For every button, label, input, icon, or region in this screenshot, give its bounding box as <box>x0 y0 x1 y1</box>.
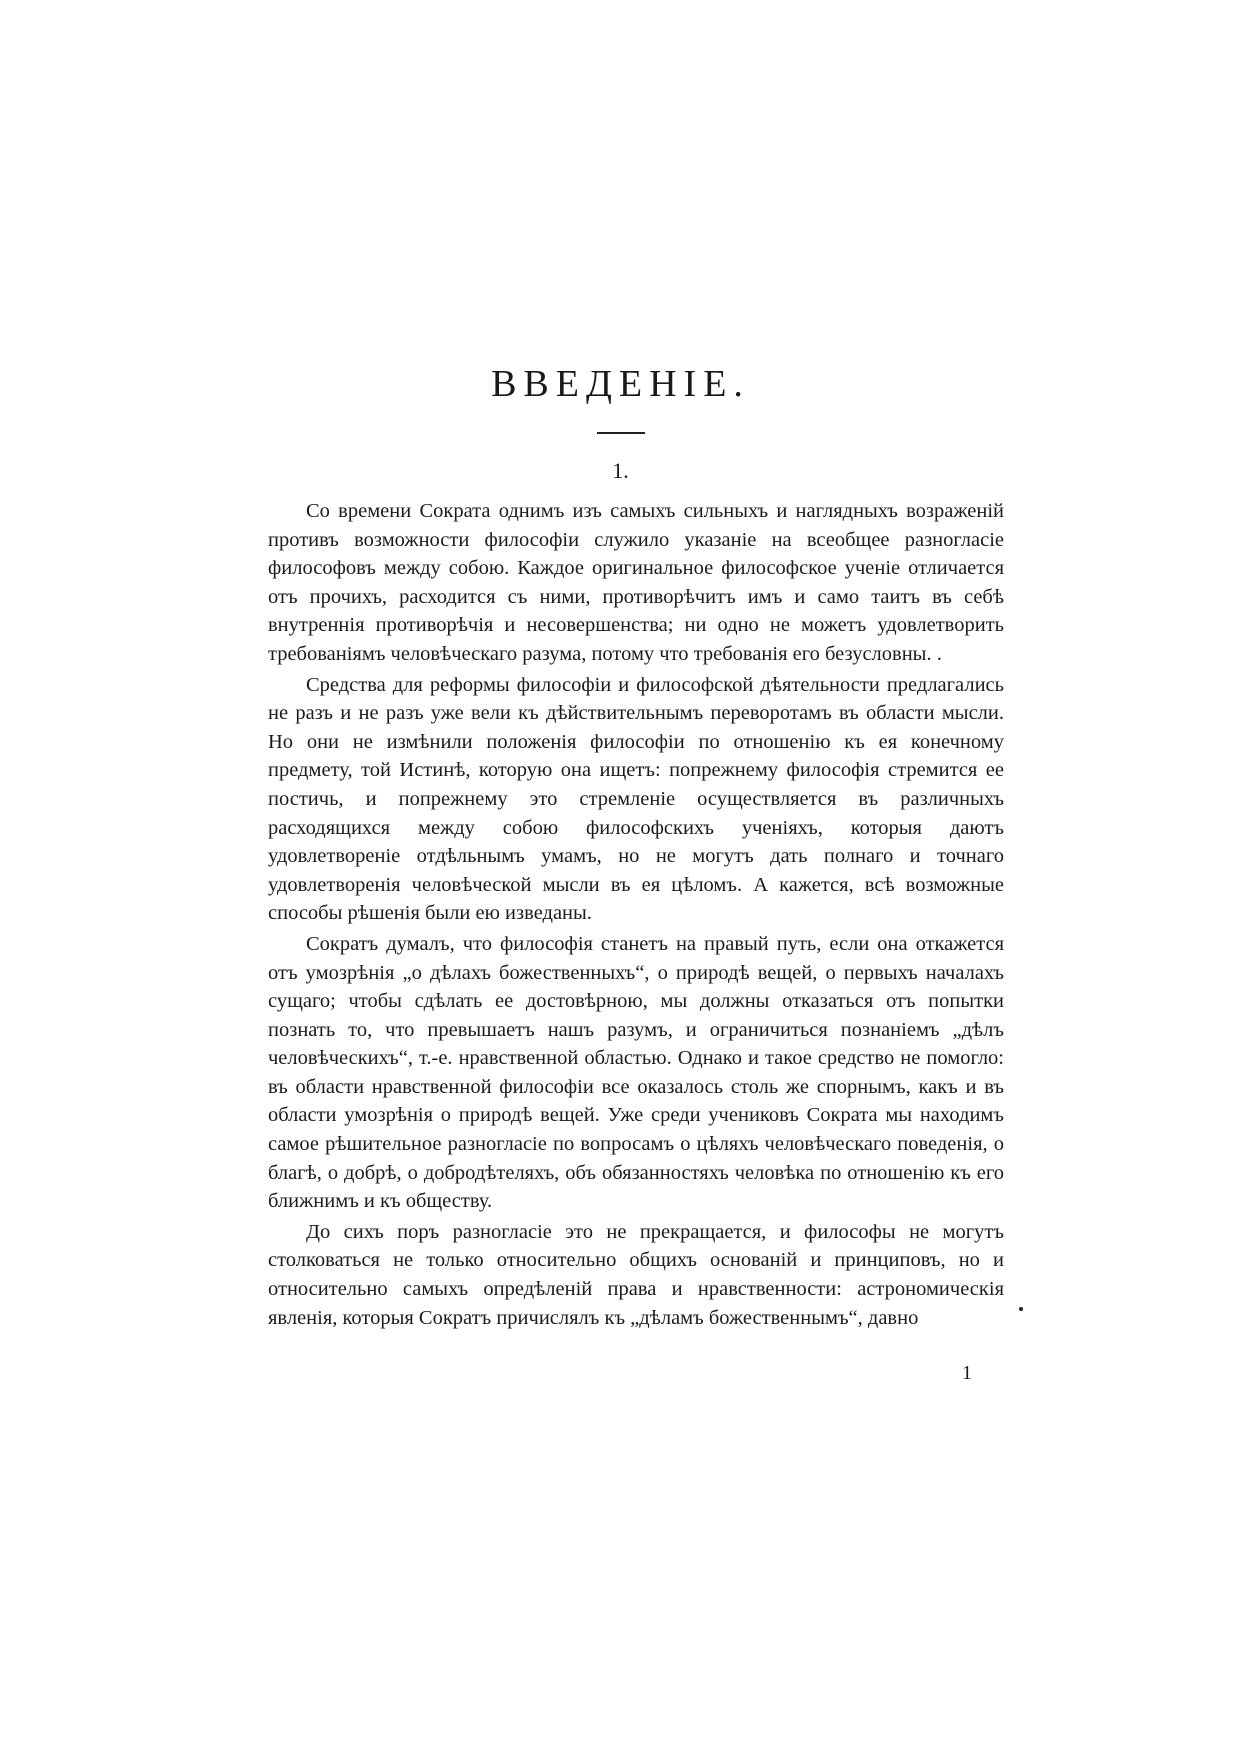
paragraph: Средства для реформы философіи и философской дѣятельности предлагались не разъ и не разъ уже вели къ дѣйствительнымъ переворотамъ въ области мысли. Но они не измѣнили положенія философіи по отношенію къ ея конечному предмету, той Истинѣ, которую она ищетъ: попрежнему философія стремится ее постичь, и попрежнему это стремленіе осуществляется въ различныхъ расходящихся между собою философскихъ ученіяхъ, которыя даютъ удовлетвореніе отдѣльнымъ умамъ, но не могутъ дать полнаго и точнаго удовлетворенія человѣческой мысли въ ея цѣломъ. А кажется, всѣ возможные способы рѣшенія были ею изведаны. <box>268 673 1004 925</box>
ink-speck <box>1019 1307 1023 1311</box>
section-number: 1. <box>612 458 629 483</box>
body-text <box>268 497 1004 1334</box>
paragraph: Со времени Сократа однимъ изъ самыхъ сильныхъ и наглядныхъ возраженій противъ возможности философіи служило указаніе на всеобщее разногласіе философовъ между собою. Каждое оригинальное философское ученіе отличается отъ прочихъ, расходится съ ними, противорѣчитъ имъ и само таитъ въ себѣ внутреннія противорѣчія и несовершенства; ни одно не можетъ удовлетворить требованіямъ человѣческаго разума, потому что требованія его безусловны. . <box>268 500 1004 665</box>
paragraph: Сократъ думалъ, что философія станетъ на правый путь, если она откажется отъ умозрѣнія „о дѣлахъ божественныхъ“, о природѣ вещей, о первыхъ началахъ сущаго; чтобы сдѣлать ее достовѣрною, мы должны отказаться отъ попытки познать то, что превышаетъ нашъ разумъ, и ограничиться познаніемъ „дѣлъ человѣческихъ“, т.-е. нравственной областью. Однако и такое средство не помогло: въ области нравственной философіи все оказалось столь же спорнымъ, какъ и въ области умозрѣнія о природѣ вещей. Уже среди учениковъ Сократа мы находимъ самое рѣшительное разногласіе по вопросамъ о цѣляхъ человѣческаго поведенія, о благѣ, о добрѣ, о добродѣтеляхъ, объ обязанностяхъ человѣка по отношенію къ его ближнимъ и къ обществу. <box>268 932 1004 1213</box>
paragraph: До сихъ поръ разногласіе это не прекращается, и философы не могутъ столковаться не только относительно общихъ основаній и принциповъ, но и относительно самыхъ опредѣленій права и нравственности: астрономическія явленія, которыя Сократъ причислялъ къ „дѣламъ божественнымъ“, давно <box>268 1220 1004 1329</box>
title-divider <box>597 432 645 434</box>
chapter-title: ВВЕДЕНІЕ. <box>491 363 750 405</box>
page-number: 1 <box>962 1362 972 1384</box>
